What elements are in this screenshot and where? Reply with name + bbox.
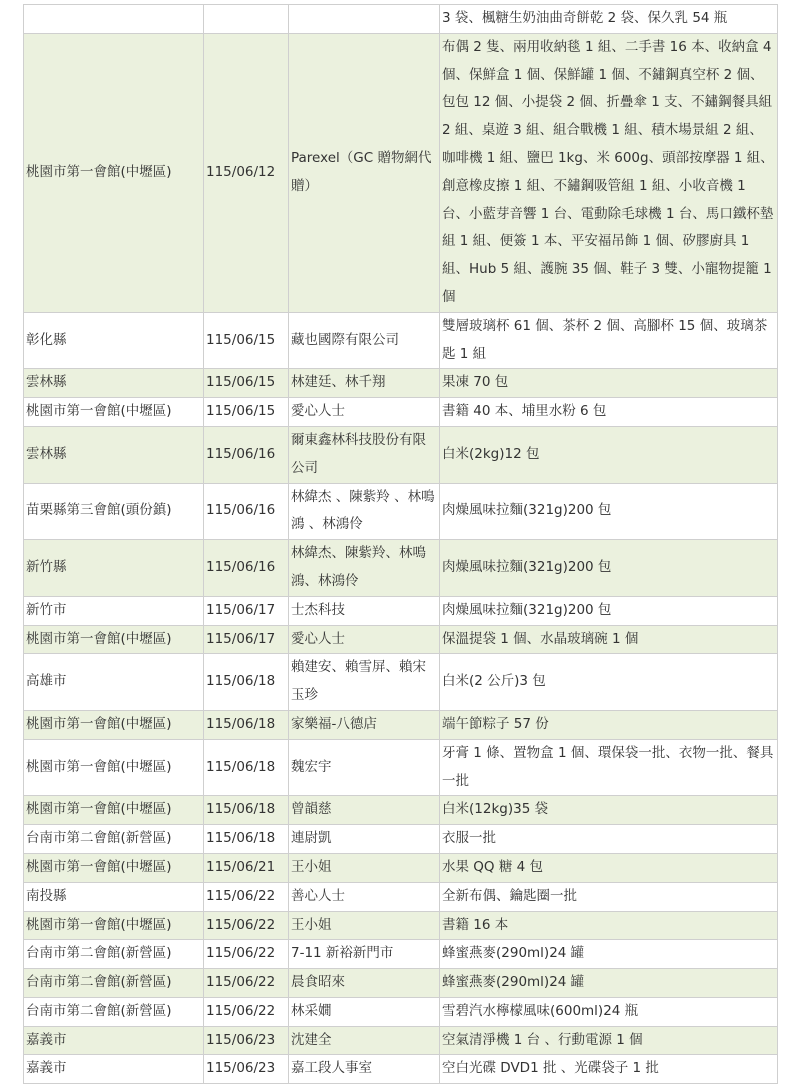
table-row bbox=[24, 540, 778, 597]
donation-date-cell: 115/06/16 bbox=[204, 483, 289, 540]
recipient-unit-cell: 桃園市第一會館(中壢區) bbox=[24, 796, 204, 825]
table-row bbox=[24, 911, 778, 940]
donated-items-cell: 空白光碟 DVD1 批 、光碟袋子 1 批 bbox=[440, 1055, 778, 1084]
recipient-unit-cell bbox=[24, 5, 204, 34]
donated-items-cell: 牙膏 1 條、置物盒 1 個、環保袋一批、衣物一批、餐具一批 bbox=[440, 739, 778, 796]
donation-date-cell: 115/06/21 bbox=[204, 853, 289, 882]
recipient-unit-cell: 雲林縣 bbox=[24, 426, 204, 483]
table-row bbox=[24, 596, 778, 625]
donated-items-cell: 書籍 40 本、埔里水粉 6 包 bbox=[440, 398, 778, 427]
donor-name-cell: 嘉工段人事室 bbox=[289, 1055, 440, 1084]
donor-name-cell: 愛心人士 bbox=[289, 625, 440, 654]
table-row bbox=[24, 1026, 778, 1055]
recipient-unit-cell: 高雄市 bbox=[24, 654, 204, 711]
donation-date-cell: 115/06/16 bbox=[204, 540, 289, 597]
donation-date-cell: 115/06/18 bbox=[204, 739, 289, 796]
donation-date-cell: 115/06/22 bbox=[204, 882, 289, 911]
donated-items-cell: 白米(12kg)35 袋 bbox=[440, 796, 778, 825]
donation-date-cell: 115/06/23 bbox=[204, 1055, 289, 1084]
donated-items-cell: 3 袋、楓糖生奶油曲奇餅乾 2 袋、保久乳 54 瓶 bbox=[440, 5, 778, 34]
donor-name-cell: 藏也國際有限公司 bbox=[289, 312, 440, 369]
donor-name-cell: 士杰科技 bbox=[289, 596, 440, 625]
donation-date-cell: 115/06/22 bbox=[204, 997, 289, 1026]
donated-items-cell: 衣服一批 bbox=[440, 825, 778, 854]
donated-items-cell: 肉燥風味拉麵(321g)200 包 bbox=[440, 596, 778, 625]
donor-name-cell: 林緯杰 、陳紫羚 、林鳴鴻 、林鴻伶 bbox=[289, 483, 440, 540]
donor-name-cell: 林緯杰、陳紫羚、林鳴鴻、林鴻伶 bbox=[289, 540, 440, 597]
donation-table-wrapper bbox=[23, 4, 778, 1084]
donated-items-cell: 雪碧汽水檸檬風味(600ml)24 瓶 bbox=[440, 997, 778, 1026]
donor-name-cell: 7-11 新裕新門市 bbox=[289, 940, 440, 969]
donated-items-cell: 全新布偶、鑰匙圈一批 bbox=[440, 882, 778, 911]
table-row bbox=[24, 312, 778, 369]
recipient-unit-cell: 嘉義市 bbox=[24, 1055, 204, 1084]
donor-name-cell: 沈建全 bbox=[289, 1026, 440, 1055]
recipient-unit-cell: 台南市第二會館(新營區) bbox=[24, 940, 204, 969]
recipient-unit-cell: 苗栗縣第三會館(頭份鎮) bbox=[24, 483, 204, 540]
table-row bbox=[24, 483, 778, 540]
table-row bbox=[24, 33, 778, 312]
donation-date-cell: 115/06/18 bbox=[204, 825, 289, 854]
recipient-unit-cell: 嘉義市 bbox=[24, 1026, 204, 1055]
donor-name-cell: 爾東鑫林科技股份有限公司 bbox=[289, 426, 440, 483]
donation-date-cell: 115/06/15 bbox=[204, 369, 289, 398]
donation-date-cell: 115/06/18 bbox=[204, 710, 289, 739]
recipient-unit-cell: 台南市第二會館(新營區) bbox=[24, 997, 204, 1026]
donation-date-cell: 115/06/18 bbox=[204, 796, 289, 825]
donation-date-cell bbox=[204, 5, 289, 34]
recipient-unit-cell: 南投縣 bbox=[24, 882, 204, 911]
donation-date-cell: 115/06/15 bbox=[204, 312, 289, 369]
donated-items-cell: 蜂蜜燕麥(290ml)24 罐 bbox=[440, 969, 778, 998]
table-row bbox=[24, 940, 778, 969]
recipient-unit-cell: 新竹市 bbox=[24, 596, 204, 625]
recipient-unit-cell: 桃園市第一會館(中壢區) bbox=[24, 625, 204, 654]
donation-date-cell: 115/06/22 bbox=[204, 911, 289, 940]
recipient-unit-cell: 雲林縣 bbox=[24, 369, 204, 398]
donation-date-cell: 115/06/12 bbox=[204, 33, 289, 312]
recipient-unit-cell: 桃園市第一會館(中壢區) bbox=[24, 398, 204, 427]
donor-name-cell: 愛心人士 bbox=[289, 398, 440, 427]
recipient-unit-cell: 桃園市第一會館(中壢區) bbox=[24, 853, 204, 882]
donor-name-cell: 家樂福-八德店 bbox=[289, 710, 440, 739]
table-row bbox=[24, 426, 778, 483]
table-row bbox=[24, 654, 778, 711]
recipient-unit-cell: 台南市第二會館(新營區) bbox=[24, 969, 204, 998]
recipient-unit-cell: 新竹縣 bbox=[24, 540, 204, 597]
table-row bbox=[24, 1055, 778, 1084]
table-row bbox=[24, 969, 778, 998]
donated-items-cell: 空氣清淨機 1 台 、行動電源 1 個 bbox=[440, 1026, 778, 1055]
recipient-unit-cell: 桃園市第一會館(中壢區) bbox=[24, 33, 204, 312]
table-row bbox=[24, 625, 778, 654]
donation-date-cell: 115/06/18 bbox=[204, 654, 289, 711]
table-row bbox=[24, 796, 778, 825]
donated-items-cell: 白米(2kg)12 包 bbox=[440, 426, 778, 483]
donated-items-cell: 果凍 70 包 bbox=[440, 369, 778, 398]
donor-name-cell: 魏宏宇 bbox=[289, 739, 440, 796]
table-row bbox=[24, 5, 778, 34]
donor-name-cell: 林建廷、林千翔 bbox=[289, 369, 440, 398]
donation-date-cell: 115/06/17 bbox=[204, 625, 289, 654]
table-row bbox=[24, 997, 778, 1026]
table-row bbox=[24, 825, 778, 854]
donation-date-cell: 115/06/15 bbox=[204, 398, 289, 427]
table-row bbox=[24, 710, 778, 739]
donated-items-cell: 白米(2 公斤)3 包 bbox=[440, 654, 778, 711]
table-row bbox=[24, 398, 778, 427]
donation-date-cell: 115/06/22 bbox=[204, 969, 289, 998]
donor-name-cell: 賴建安、賴雪屏、賴宋玉珍 bbox=[289, 654, 440, 711]
recipient-unit-cell: 台南市第二會館(新營區) bbox=[24, 825, 204, 854]
donation-date-cell: 115/06/17 bbox=[204, 596, 289, 625]
donor-name-cell: 王小姐 bbox=[289, 853, 440, 882]
donation-date-cell: 115/06/22 bbox=[204, 940, 289, 969]
table-row bbox=[24, 882, 778, 911]
donated-items-cell: 保溫提袋 1 個、水晶玻璃碗 1 個 bbox=[440, 625, 778, 654]
table-row bbox=[24, 369, 778, 398]
donation-table-body bbox=[24, 5, 778, 1084]
recipient-unit-cell: 桃園市第一會館(中壢區) bbox=[24, 710, 204, 739]
recipient-unit-cell: 桃園市第一會館(中壢區) bbox=[24, 739, 204, 796]
donor-name-cell: 晨食昭來 bbox=[289, 969, 440, 998]
donation-table bbox=[23, 4, 778, 1084]
donated-items-cell: 端午節粽子 57 份 bbox=[440, 710, 778, 739]
table-row bbox=[24, 853, 778, 882]
recipient-unit-cell: 彰化縣 bbox=[24, 312, 204, 369]
donated-items-cell: 蜂蜜燕麥(290ml)24 罐 bbox=[440, 940, 778, 969]
donor-name-cell: Parexel（GC 贈物網代贈） bbox=[289, 33, 440, 312]
donated-items-cell: 肉燥風味拉麵(321g)200 包 bbox=[440, 483, 778, 540]
table-row bbox=[24, 739, 778, 796]
donor-name-cell: 曾韻慈 bbox=[289, 796, 440, 825]
donated-items-cell: 書籍 16 本 bbox=[440, 911, 778, 940]
donated-items-cell: 水果 QQ 糖 4 包 bbox=[440, 853, 778, 882]
donor-name-cell: 善心人士 bbox=[289, 882, 440, 911]
donated-items-cell: 雙層玻璃杯 61 個、茶杯 2 個、高腳杯 15 個、玻璃茶匙 1 組 bbox=[440, 312, 778, 369]
donor-name-cell: 連尉凱 bbox=[289, 825, 440, 854]
donation-date-cell: 115/06/16 bbox=[204, 426, 289, 483]
recipient-unit-cell: 桃園市第一會館(中壢區) bbox=[24, 911, 204, 940]
donated-items-cell: 布偶 2 隻、兩用收納毯 1 組、二手書 16 本、收納盒 4 個、保鮮盒 1 個、保鮮罐 1 個、不鏽鋼真空杯 2 個、包包 12 個、小提袋 2 個、折疊傘 1 支、不鏽鋼餐具組 2 組、桌遊 3 組、組合戰機 1 組、積木場景組 2 組、咖啡機 1 組、鹽巴 1kg、米 600g、頭部按摩器 1 組、創意橡皮擦 1 組、不鏽鋼吸管組 1 組、小收音機 1 台、小藍芽音響 1 台、電動除毛球機 1 台、馬口鐵杯墊組 1 組、便簽 1 本、平安福吊飾 1 個、矽膠廚具 1 組、Hub 5 組、護腕 35 個、鞋子 3 雙、小寵物提籠 1 個 bbox=[440, 33, 778, 312]
donor-name-cell bbox=[289, 5, 440, 34]
donated-items-cell: 肉燥風味拉麵(321g)200 包 bbox=[440, 540, 778, 597]
donation-date-cell: 115/06/23 bbox=[204, 1026, 289, 1055]
donor-name-cell: 王小姐 bbox=[289, 911, 440, 940]
donor-name-cell: 林采嫺 bbox=[289, 997, 440, 1026]
